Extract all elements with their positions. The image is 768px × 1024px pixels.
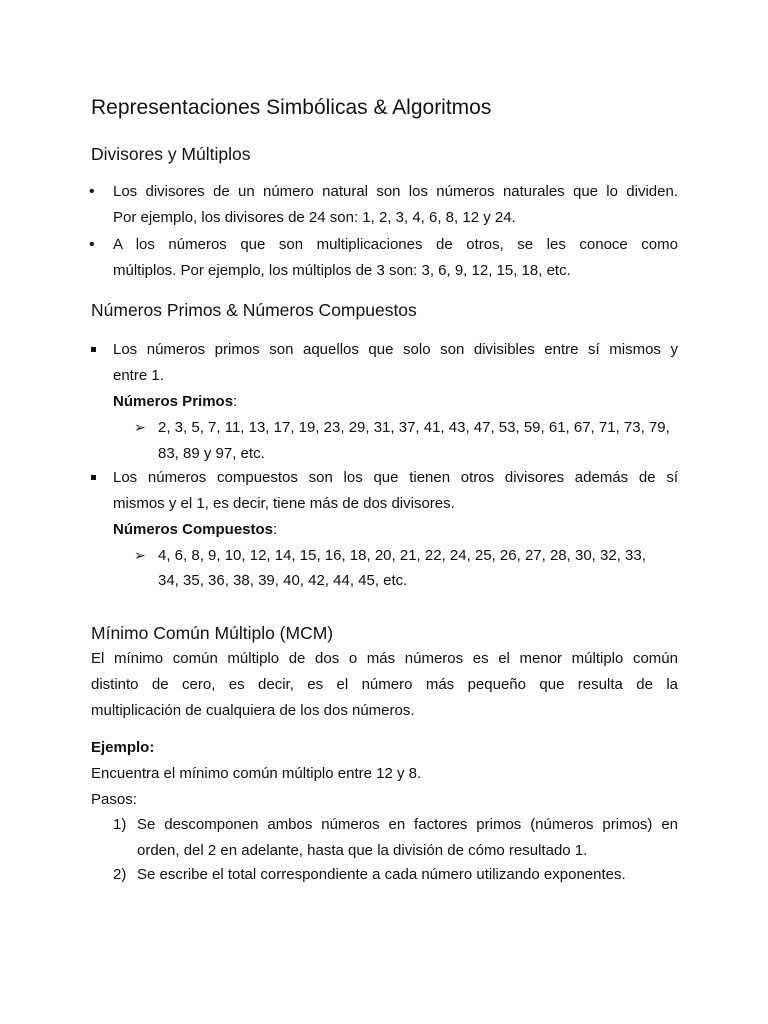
primos-line-2: entre 1. bbox=[113, 367, 164, 384]
compuestos-line-2: mismos y el 1, es decir, tiene más de dos divisores. bbox=[113, 495, 455, 512]
pasos-label: Pasos: bbox=[91, 791, 137, 808]
primos-list-line-2: 83, 89 y 97, etc. bbox=[158, 445, 265, 462]
compuestos-label-colon: : bbox=[273, 521, 278, 538]
primos-label bbox=[113, 391, 237, 413]
heading-mcm: Mínimo Común Múltiplo (MCM) bbox=[91, 623, 334, 643]
compuestos-label bbox=[113, 519, 277, 541]
multiplos-line-2: múltiplos. Por ejemplo, los múltiplos de 3 son: 3, 6, 9, 12, 15, 18, etc. bbox=[113, 262, 571, 279]
primos-line-1: Los números primos son aquellos que solo son divisibles entre sí mismos y bbox=[113, 341, 678, 358]
compuestos-label-text: Números Compuestos bbox=[113, 521, 274, 538]
mcm-para-line-3: multiplicación de cualquiera de los dos números. bbox=[91, 702, 415, 719]
ejemplo-text: Encuentra el mínimo común múltiplo entre 12 y 8. bbox=[91, 765, 422, 782]
compuestos-list-line-1: 4, 6, 8, 9, 10, 12, 14, 15, 16, 18, 20, 21, 22, 24, 25, 26, 27, 28, 30, 32, 33, bbox=[158, 547, 646, 564]
step-1-number: 1) bbox=[113, 816, 127, 833]
heading-divisores-multiplos: Divisores y Múltiplos bbox=[91, 144, 251, 164]
compuestos-list-line-2: 34, 35, 36, 38, 39, 40, 42, 44, 45, etc. bbox=[158, 572, 408, 589]
divisores-line-1: Los divisores de un número natural son los números naturales que lo dividen. bbox=[113, 183, 678, 200]
round-bullet-1: • bbox=[89, 183, 95, 200]
ejemplo-label: Ejemplo: bbox=[91, 739, 155, 756]
primos-label-colon: : bbox=[233, 393, 238, 410]
arrow-bullet-2: ➢ bbox=[134, 547, 146, 563]
mcm-para-line-2: distinto de cero, es decir, es el número más pequeño que resulta de la bbox=[91, 676, 678, 693]
primos-list-line-1: 2, 3, 5, 7, 11, 13, 17, 19, 23, 29, 31, 37, 41, 43, 47, 53, 59, 61, 67, 71, 73, 79, bbox=[158, 419, 670, 436]
round-bullet-2: • bbox=[89, 236, 95, 253]
arrow-bullet-1: ➢ bbox=[134, 419, 146, 435]
multiplos-line-1: A los números que son multiplicaciones de otros, se les conoce como bbox=[113, 236, 678, 253]
page-title: Representaciones Simbólicas & Algoritmos bbox=[91, 96, 492, 119]
primos-label-text: Números Primos bbox=[113, 393, 234, 410]
square-bullet-1 bbox=[91, 347, 96, 352]
step-1-line-1: Se descomponen ambos números en factores primos (números primos) en bbox=[137, 816, 678, 833]
step-2-number: 2) bbox=[113, 866, 127, 883]
mcm-para-line-1: El mínimo común múltiplo de dos o más números es el menor múltiplo común bbox=[91, 650, 678, 667]
step-1-line-2: orden, del 2 en adelante, hasta que la división de cómo resultado 1. bbox=[137, 842, 588, 859]
square-bullet-2 bbox=[91, 475, 96, 480]
heading-primos-compuestos: Números Primos & Números Compuestos bbox=[91, 300, 417, 320]
step-2-line-1: Se escribe el total correspondiente a cada número utilizando exponentes. bbox=[137, 866, 626, 883]
divisores-line-2: Por ejemplo, los divisores de 24 son: 1, 2, 3, 4, 6, 8, 12 y 24. bbox=[113, 209, 516, 226]
compuestos-line-1: Los números compuestos son los que tienen otros divisores además de sí bbox=[113, 469, 678, 486]
